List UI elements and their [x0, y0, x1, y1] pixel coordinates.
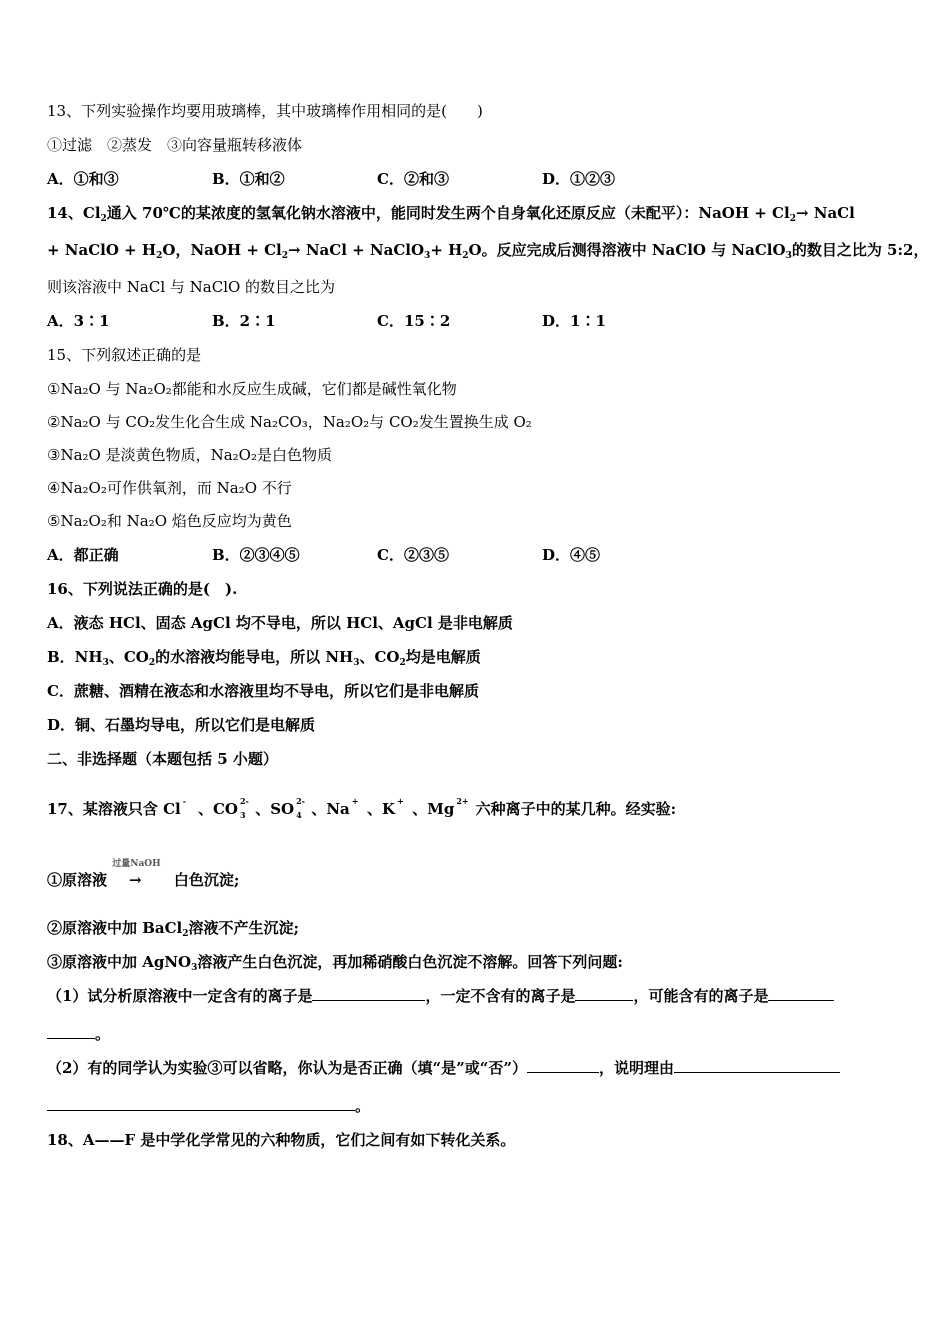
q17-experiment-1: ①原溶液 过量NaOH → 白色沉淀;: [47, 870, 239, 890]
q17-experiment-2: ②原溶液中加 BaCl$_2$溶液不产生沉淀;: [47, 919, 300, 939]
q13-option-a: A．①和③: [47, 170, 119, 188]
q17-part-1: （1）试分析原溶液中一定含有的离子是 ，一定不含有的离子是 ，可能含有的离子是: [47, 986, 834, 1006]
q13-option-b: B．①和②: [212, 170, 285, 188]
q13-option-d: D．①②③: [542, 170, 616, 188]
q14-line-2: + NaClO + $H_2O$，NaOH + $Cl_2\to$ NaCl + NaClO$_3$+ $H_2O$。反应完成后测得溶液中 NaClO 与 NaClO$_3$的数目之比为 5:2，: [47, 241, 929, 261]
q15-option-a: A．都正确: [47, 546, 119, 564]
q16-option-d: D．铜、石墨均导电，所以它们是电解质: [47, 716, 316, 734]
q15-statement-3: ③Na₂O 是淡黄色物质，Na₂O₂是白色物质: [47, 446, 332, 464]
q13-items: ①过滤 ②蒸发 ③向容量瓶转移液体: [47, 136, 303, 154]
q15-stem: 15、下列叙述正确的是: [47, 346, 202, 364]
answer-blank[interactable]: [527, 1058, 599, 1073]
q15-statement-1: ①Na₂O 与 Na₂O₂都能和水反应生成碱，它们都是碱性氧化物: [47, 380, 457, 398]
q14-option-b: B．2∶1: [212, 312, 276, 330]
answer-blank[interactable]: [47, 1096, 355, 1111]
q15-option-d: D．④⑤: [542, 546, 601, 564]
q15-statement-5: ⑤Na₂O₂和 Na₂O 焰色反应均为黄色: [47, 512, 292, 530]
q13-stem: 13、下列实验操作均要用玻璃棒，其中玻璃棒作用相同的是( ): [47, 102, 483, 120]
q14-line-3: 则该溶液中 NaCl 与 NaClO 的数目之比为: [47, 278, 336, 296]
q14-option-a: A．3∶1: [47, 312, 110, 330]
answer-blank[interactable]: [575, 986, 633, 1001]
q16-option-b: B．$NH_3$、$CO_2$的水溶液均能导电，所以 $NH_3$、$CO_2$均是电解质: [47, 648, 481, 668]
reaction-arrow-label: 过量NaOH: [112, 859, 161, 869]
q14-line-1: 14、$Cl_2$通入 70℃的某浓度的氢氧化钠水溶液中，能同时发生两个自身氧化还原反应（未配平）：NaOH + $Cl_2\to$ NaCl: [47, 204, 855, 224]
section-2-heading: 二、非选择题（本题包括 5 小题）: [47, 750, 278, 768]
q18-stem: 18、A——F 是中学化学常见的六种物质，它们之间有如下转化关系。: [47, 1131, 516, 1149]
q17-experiment-3: ③原溶液中加 AgNO$_3$溶液产生白色沉淀，再加稀硝酸白色沉淀不溶解。回答下列问题:: [47, 953, 623, 973]
q16-stem: 16、下列说法正确的是( ).: [47, 580, 238, 598]
q17-part-2-continued: 。: [47, 1096, 370, 1116]
q17-part-1-continued: 。: [47, 1024, 110, 1044]
q15-option-b: B．②③④⑤: [212, 546, 300, 564]
answer-blank[interactable]: [768, 986, 834, 1001]
reaction-arrow: 过量NaOH →: [112, 870, 158, 890]
q15-option-c: C．②③⑤: [377, 546, 449, 564]
q14-option-c: C．15∶2: [377, 312, 451, 330]
q16-option-c: C．蔗糖、酒精在液态和水溶液里均不导电，所以它们是非电解质: [47, 682, 479, 700]
q15-statement-2: ②Na₂O 与 CO₂发生化合生成 Na₂CO₃，Na₂O₂与 CO₂发生置换生成 O₂: [47, 413, 532, 431]
q15-statement-4: ④Na₂O₂可作供氧剂，而 Na₂O 不行: [47, 479, 292, 497]
q17-part-2: （2）有的同学认为实验③可以省略，你认为是否正确（填“是”或“否”） ，说明理由: [47, 1058, 840, 1078]
q16-option-a: A．液态 HCl、固态 AgCl 均不导电，所以 HCl、AgCl 是非电解质: [47, 614, 513, 632]
q14-option-d: D．1∶1: [542, 312, 606, 330]
q17-stem: 17、某溶液只含 Cl - 、CO 2- 3 、SO 2- 4 、Na + 、K + 、Mg 2+ 六种离子中的某几种。经实验:: [47, 796, 677, 820]
answer-blank[interactable]: [47, 1024, 95, 1039]
answer-blank[interactable]: [674, 1058, 840, 1073]
q13-option-c: C．②和③: [377, 170, 449, 188]
answer-blank[interactable]: [312, 986, 425, 1001]
